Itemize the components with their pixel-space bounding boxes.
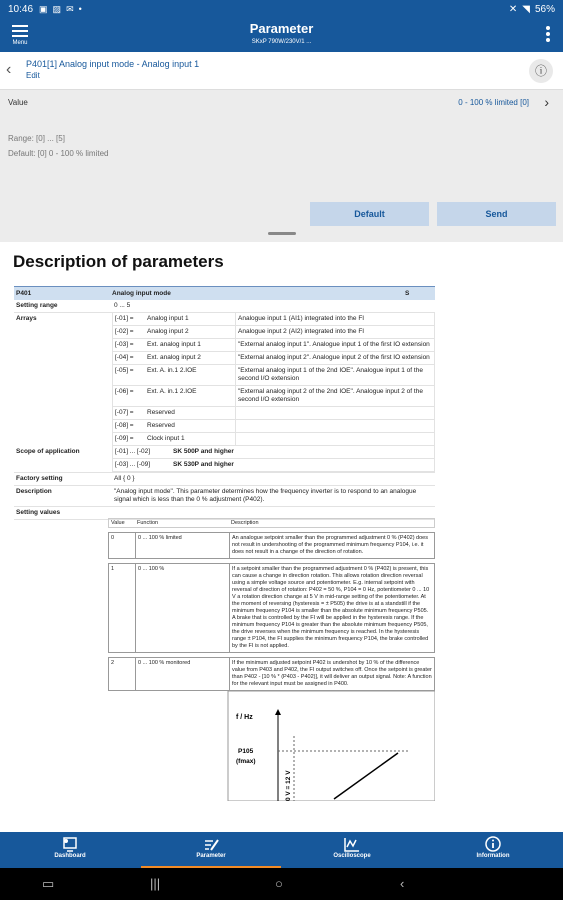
image-icon: ▨	[52, 3, 62, 14]
array-row	[112, 339, 435, 352]
row-label: Setting range	[16, 302, 58, 309]
array-desc: "External analog input 2 of the 2nd IOE". Analogue input 2 of the second I/O extension	[235, 386, 434, 406]
nav-parameter-label: Parameter	[196, 853, 226, 859]
array-desc: Analogue input 1 (AI1) integrated into the FI	[235, 313, 434, 325]
info-icon[interactable]: ⓘ	[529, 59, 553, 83]
row-value: "Analog input mode". This parameter determines how the frequency inverter is to respond to an analogue signal which is less than the 0 % adjustment (P402).	[114, 488, 417, 503]
array-code: [-02] =	[115, 328, 134, 335]
setting-value-row	[108, 657, 435, 691]
row-label: Description	[16, 488, 52, 495]
param-flag: S	[405, 290, 410, 297]
drag-handle[interactable]	[268, 232, 296, 235]
table-header	[14, 286, 435, 300]
graph-p105: P105	[238, 748, 254, 755]
wifi-icon: ◥	[522, 3, 530, 15]
overflow-menu-icon[interactable]	[545, 24, 551, 44]
row-label: Arrays	[16, 315, 37, 322]
array-desc	[235, 420, 434, 432]
setting-value-number: 0	[111, 535, 115, 541]
notification-icons	[39, 4, 82, 15]
nav-dashboard-label: Dashboard	[54, 853, 86, 859]
send-button[interactable]: Send	[437, 202, 556, 226]
back-icon[interactable]: ‹	[400, 876, 405, 891]
setting-value-row	[108, 563, 435, 653]
frequency-graph	[108, 691, 435, 801]
array-code: [-03] =	[115, 341, 134, 348]
bottom-navigation	[0, 832, 563, 868]
setting-value-number: 1	[111, 566, 115, 572]
array-name: Ext. A. in.1 2.IOE	[147, 367, 197, 374]
scope-text: SK 530P and higher	[173, 461, 234, 468]
row-label: Factory setting	[16, 475, 63, 482]
array-name: Ext. analog input 2	[147, 354, 201, 361]
setting-value-function: 0 ... 100 % monitored	[135, 658, 229, 690]
recents-icon[interactable]: |||	[150, 876, 161, 891]
system-navigation-bar	[0, 868, 563, 900]
nav-information-label: Information	[476, 853, 510, 859]
parameter-title: P401[1] Analog input mode - Analog input 1	[26, 59, 200, 69]
setting-value-description: If a setpoint smaller than the programmed adjustment 0 % (P402) is present, this can cause a change in direction rotation. This allows rotation direction reversal using a simple voltage source and potentiometer. E.g. internal setpoint with reversal of direction of rotation: P402 = 50 %, P104 = 0 Hz, potentiometer 0 ... 10 V a rotation direction change at 5 V in mid-range setting of the potentiometer. At the moment of reversing (hysteresis = ± P505) the drive is at a standstill if the minimum frequency P104 is smaller than the absolute minimum frequency P505. A brake that is controlled by the FI will be applied in the hysteresis range. If the minimum frequency P104 is greater than the absolute minimum frequency P505, the drive reverses when the minimum frequency is reached. In the hysteresis range ± P104, the FI supplies the minimum frequency P104, the brake controlled by the FI is not applied.	[229, 564, 434, 652]
array-row	[112, 313, 435, 326]
array-code: [-05] =	[115, 367, 134, 374]
array-code: [-06] =	[115, 388, 134, 395]
parameter-table	[14, 286, 435, 520]
graph-ylabel: f / Hz	[236, 714, 253, 721]
array-name: Analog input 2	[147, 328, 189, 335]
array-desc: Analogue input 2 (AI2) integrated into the FI	[235, 326, 434, 338]
value-label: Value	[8, 98, 28, 107]
setting-value-description: An analogue setpoint smaller than the programmed adjustment 0 % (P402) does not result in undershooting of the programmed minimum frequency P104, i.e. it does not result in a change of the direction of rotation.	[229, 533, 434, 558]
array-code: [-01] =	[115, 315, 134, 322]
setting-values-header	[108, 518, 435, 528]
nav-oscilloscope-label: Oscilloscope	[333, 853, 371, 859]
table-row	[14, 300, 435, 313]
value-selection[interactable]: 0 - 100 % limited [0]	[458, 98, 529, 107]
array-code: [-04] =	[115, 354, 134, 361]
header-function: Function	[137, 519, 159, 526]
header-value: Value	[111, 519, 125, 526]
device-subtitle: SKxP 790W/230V/1 ...	[251, 39, 312, 45]
setting-values-table	[108, 518, 435, 801]
array-code: [-07] =	[115, 409, 134, 416]
scope-text: SK 500P and higher	[173, 448, 234, 455]
edit-list-icon	[201, 835, 221, 853]
row-label: Scope of application	[16, 448, 80, 455]
home-icon[interactable]: ○	[275, 876, 283, 891]
array-name: Reserved	[147, 409, 175, 416]
table-row	[14, 486, 435, 507]
oscilloscope-icon	[342, 835, 362, 853]
table-row	[14, 473, 435, 486]
range-text: Range: [0] ... [5]	[8, 134, 65, 143]
array-code: [-09] =	[115, 435, 134, 442]
array-row	[112, 420, 435, 433]
value-row[interactable]	[0, 90, 563, 116]
chevron-right-icon[interactable]: ›	[544, 94, 549, 110]
array-name: Analog input 1	[147, 315, 189, 322]
setting-value-function: 0 ... 100 % limited	[135, 533, 229, 558]
array-desc	[235, 433, 434, 445]
param-code: P401	[16, 290, 32, 297]
graph-fmax: (fmax)	[236, 758, 256, 765]
array-name: Ext. analog input 1	[147, 341, 201, 348]
table-row	[14, 313, 435, 446]
sim-icon: ▣	[39, 3, 48, 14]
scope-code: [-01] ... [-02]	[115, 448, 151, 455]
array-desc	[235, 407, 434, 419]
nav-information[interactable]	[423, 832, 563, 868]
keyboard-icon[interactable]: ▭	[42, 876, 55, 891]
description-heading: Description of parameters	[13, 252, 224, 271]
status-time: 10:46	[8, 3, 34, 15]
setting-value-number: 2	[111, 660, 115, 666]
app-bar	[0, 18, 563, 52]
mail-icon: ✉	[66, 3, 74, 14]
setting-value-description: If the minimum adjusted setpoint P402 is undershot by 10 % of the difference value from P403 and P402, the FI output switches off. Once the setpoint is greater than P402 - [10 % * (P403 - P402)], it will deliver an output signal. Note: A function for the relevant input must be assigned in P400.	[229, 658, 434, 690]
setting-value-row	[108, 532, 435, 559]
row-value: 0 ... 5	[114, 302, 131, 309]
scope-row	[112, 459, 435, 472]
nav-parameter[interactable]	[141, 832, 281, 868]
array-name: Ext. A. in.1 2.IOE	[147, 388, 197, 395]
array-code: [-08] =	[115, 422, 134, 429]
array-name: Clock input 1	[147, 435, 185, 442]
param-name: Analog input mode	[112, 290, 171, 297]
header-description: Description	[231, 519, 259, 526]
array-row	[112, 407, 435, 420]
scope-list	[112, 446, 435, 472]
array-desc: "External analog input 1". Analogue input 1 of the first IO extension	[235, 339, 434, 351]
graph-vlabel: 0 V = 12 V	[285, 770, 292, 801]
array-row	[112, 326, 435, 339]
nav-oscilloscope[interactable]	[282, 832, 422, 868]
array-name: Reserved	[147, 422, 175, 429]
row-label: Setting values	[16, 509, 61, 516]
mute-icon: ✕	[508, 3, 518, 15]
parameter-edit-label: Edit	[26, 71, 40, 80]
default-button[interactable]: Default	[310, 202, 429, 226]
array-row	[112, 433, 435, 446]
dashboard-icon	[60, 835, 80, 853]
battery-text: 56%	[534, 3, 555, 15]
app-title: Parameter	[249, 21, 314, 36]
scope-row	[112, 446, 435, 459]
default-text: Default: [0] 0 - 100 % limited	[8, 149, 109, 158]
back-arrow-icon[interactable]: ‹	[6, 61, 12, 78]
parameter-header	[0, 52, 563, 90]
setting-value-function: 0 ... 100 %	[135, 564, 229, 652]
row-value: All { 0 }	[114, 475, 135, 482]
arrays-list	[112, 313, 435, 446]
status-bar	[0, 0, 563, 18]
scope-code: [-03] ... [-09]	[115, 461, 151, 468]
nav-dashboard[interactable]	[0, 832, 140, 868]
array-row	[112, 352, 435, 365]
dot-icon: •	[78, 3, 82, 14]
array-row	[112, 386, 435, 407]
info-circle-icon	[483, 835, 503, 853]
array-desc: "External analog input 2". Analogue input 2 of the first IO extension	[235, 352, 434, 364]
array-desc: "External analog input 1 of the 2nd IOE". Analogue input 1 of the second I/O extension	[235, 365, 434, 385]
array-row	[112, 365, 435, 386]
table-row	[14, 446, 435, 473]
description-panel	[0, 242, 563, 832]
menu-label: Menu	[12, 40, 28, 46]
